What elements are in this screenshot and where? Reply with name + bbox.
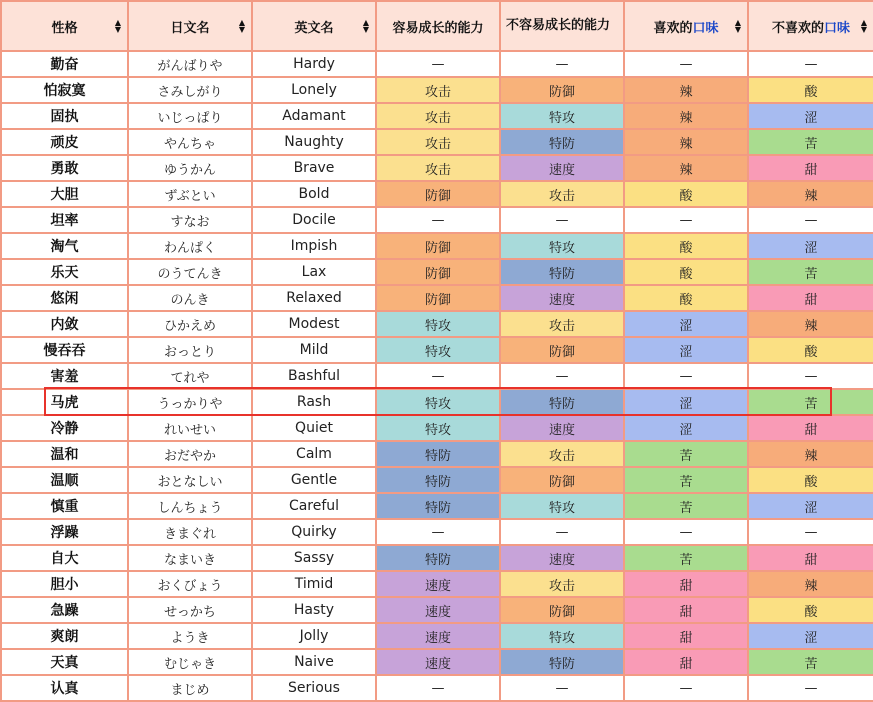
- disliked-flavor-cell: 甜: [748, 545, 873, 571]
- column-header-english[interactable]: [252, 1, 376, 51]
- liked-flavor-cell: 辣: [624, 129, 748, 155]
- liked-flavor-cell: 甜: [624, 649, 748, 675]
- decreased-stat-cell: 特防: [500, 389, 624, 415]
- nature-name-cell: 怕寂寞: [1, 77, 128, 103]
- disliked-flavor-cell: 酸: [748, 337, 873, 363]
- decreased-stat-cell: 特攻: [500, 493, 624, 519]
- nature-name-cell: 勇敢: [1, 155, 128, 181]
- nature-name-cell: 内敛: [1, 311, 128, 337]
- increased-stat-cell: 特攻: [376, 311, 500, 337]
- english-name-cell: Hasty: [252, 597, 376, 623]
- liked-flavor-cell: —: [624, 207, 748, 233]
- japanese-name-cell: せっかち: [128, 597, 252, 623]
- nature-name-cell: 温和: [1, 441, 128, 467]
- disliked-flavor-cell: 苦: [748, 259, 873, 285]
- disliked-flavor-cell: 涩: [748, 233, 873, 259]
- disliked-flavor-cell: 苦: [748, 389, 873, 415]
- increased-stat-cell: 防御: [376, 181, 500, 207]
- decreased-stat-cell: 防御: [500, 597, 624, 623]
- increased-stat-cell: 特防: [376, 441, 500, 467]
- table-row: [1, 441, 873, 467]
- table-row: [1, 103, 873, 129]
- increased-stat-cell: 攻击: [376, 129, 500, 155]
- table-body: [1, 51, 873, 701]
- japanese-name-cell: おとなしい: [128, 467, 252, 493]
- table-row: [1, 233, 873, 259]
- japanese-name-cell: しんちょう: [128, 493, 252, 519]
- column-header-disliked-flavor[interactable]: [748, 1, 873, 51]
- english-name-cell: Rash: [252, 389, 376, 415]
- english-name-cell: Quiet: [252, 415, 376, 441]
- increased-stat-cell: 速度: [376, 571, 500, 597]
- sort-icon[interactable]: ▲ ▼: [114, 18, 121, 34]
- english-name-cell: Naive: [252, 649, 376, 675]
- increased-stat-cell: 特防: [376, 545, 500, 571]
- table-row: [1, 129, 873, 155]
- liked-flavor-cell: —: [624, 363, 748, 389]
- liked-flavor-cell: 酸: [624, 285, 748, 311]
- table-row: [1, 571, 873, 597]
- increased-stat-cell: 特攻: [376, 389, 500, 415]
- decreased-stat-cell: —: [500, 51, 624, 77]
- nature-name-cell: 悠闲: [1, 285, 128, 311]
- table-row: [1, 181, 873, 207]
- table-row: [1, 545, 873, 571]
- decreased-stat-cell: —: [500, 207, 624, 233]
- japanese-name-cell: れいせい: [128, 415, 252, 441]
- decreased-stat-cell: 特防: [500, 129, 624, 155]
- increased-stat-cell: 特防: [376, 467, 500, 493]
- english-name-cell: Docile: [252, 207, 376, 233]
- liked-flavor-cell: 甜: [624, 597, 748, 623]
- japanese-name-cell: いじっぱり: [128, 103, 252, 129]
- flavor-link[interactable]: 口味: [692, 20, 719, 36]
- nature-name-cell: 害羞: [1, 363, 128, 389]
- header-label: 性格: [51, 20, 78, 36]
- table-row: [1, 623, 873, 649]
- table-row: [1, 415, 873, 441]
- disliked-flavor-cell: 涩: [748, 103, 873, 129]
- liked-flavor-cell: 涩: [624, 311, 748, 337]
- nature-name-cell: 天真: [1, 649, 128, 675]
- decreased-stat-cell: 攻击: [500, 441, 624, 467]
- liked-flavor-cell: 酸: [624, 259, 748, 285]
- increased-stat-cell: 防御: [376, 233, 500, 259]
- japanese-name-cell: まじめ: [128, 675, 252, 701]
- english-name-cell: Relaxed: [252, 285, 376, 311]
- flavor-link[interactable]: 口味: [824, 20, 851, 36]
- decreased-stat-cell: 速度: [500, 545, 624, 571]
- liked-flavor-cell: 涩: [624, 337, 748, 363]
- liked-flavor-cell: 苦: [624, 441, 748, 467]
- english-name-cell: Impish: [252, 233, 376, 259]
- increased-stat-cell: —: [376, 363, 500, 389]
- japanese-name-cell: おだやか: [128, 441, 252, 467]
- table-row: [1, 467, 873, 493]
- increased-stat-cell: 特防: [376, 493, 500, 519]
- table-row: [1, 675, 873, 701]
- disliked-flavor-cell: 涩: [748, 493, 873, 519]
- table-row: [1, 363, 873, 389]
- japanese-name-cell: きまぐれ: [128, 519, 252, 545]
- disliked-flavor-cell: 辣: [748, 181, 873, 207]
- japanese-name-cell: のんき: [128, 285, 252, 311]
- increased-stat-cell: 防御: [376, 285, 500, 311]
- increased-stat-cell: 特攻: [376, 337, 500, 363]
- liked-flavor-cell: 酸: [624, 181, 748, 207]
- nature-name-cell: 急躁: [1, 597, 128, 623]
- disliked-flavor-cell: —: [748, 519, 873, 545]
- disliked-flavor-cell: 甜: [748, 285, 873, 311]
- english-name-cell: Calm: [252, 441, 376, 467]
- table-row: [1, 389, 873, 415]
- japanese-name-cell: のうてんき: [128, 259, 252, 285]
- liked-flavor-cell: 涩: [624, 389, 748, 415]
- column-header-decreased-stat[interactable]: [500, 1, 624, 51]
- english-name-cell: Naughty: [252, 129, 376, 155]
- decreased-stat-cell: —: [500, 675, 624, 701]
- sort-icon[interactable]: ▲ ▼: [362, 18, 369, 34]
- disliked-flavor-cell: —: [748, 51, 873, 77]
- nature-name-cell: 勤奋: [1, 51, 128, 77]
- header-label-prefix: 喜欢的: [653, 20, 693, 36]
- header-label: 英文名: [294, 20, 334, 36]
- liked-flavor-cell: 甜: [624, 623, 748, 649]
- nature-name-cell: 温顺: [1, 467, 128, 493]
- japanese-name-cell: むじゃき: [128, 649, 252, 675]
- disliked-flavor-cell: —: [748, 675, 873, 701]
- japanese-name-cell: てれや: [128, 363, 252, 389]
- nature-name-cell: 冷静: [1, 415, 128, 441]
- nature-name-cell: 淘气: [1, 233, 128, 259]
- english-name-cell: Adamant: [252, 103, 376, 129]
- disliked-flavor-cell: 甜: [748, 415, 873, 441]
- nature-name-cell: 马虎: [1, 389, 128, 415]
- decreased-stat-cell: 攻击: [500, 181, 624, 207]
- column-header-japanese[interactable]: [128, 1, 252, 51]
- japanese-name-cell: さみしがり: [128, 77, 252, 103]
- decreased-stat-cell: 攻击: [500, 311, 624, 337]
- disliked-flavor-cell: —: [748, 363, 873, 389]
- nature-name-cell: 顽皮: [1, 129, 128, 155]
- liked-flavor-cell: 苦: [624, 467, 748, 493]
- table-row: [1, 77, 873, 103]
- english-name-cell: Modest: [252, 311, 376, 337]
- decreased-stat-cell: 特防: [500, 649, 624, 675]
- nature-name-cell: 坦率: [1, 207, 128, 233]
- increased-stat-cell: —: [376, 675, 500, 701]
- english-name-cell: Jolly: [252, 623, 376, 649]
- column-header-liked-flavor[interactable]: [624, 1, 748, 51]
- header-label: 容易成长的能力: [392, 20, 484, 36]
- disliked-flavor-cell: 酸: [748, 467, 873, 493]
- english-name-cell: Lonely: [252, 77, 376, 103]
- decreased-stat-cell: —: [500, 363, 624, 389]
- increased-stat-cell: 攻击: [376, 77, 500, 103]
- decreased-stat-cell: 防御: [500, 467, 624, 493]
- increased-stat-cell: 速度: [376, 649, 500, 675]
- japanese-name-cell: うっかりや: [128, 389, 252, 415]
- liked-flavor-cell: 甜: [624, 571, 748, 597]
- liked-flavor-cell: 酸: [624, 233, 748, 259]
- decreased-stat-cell: 特攻: [500, 233, 624, 259]
- nature-name-cell: 乐天: [1, 259, 128, 285]
- liked-flavor-cell: —: [624, 51, 748, 77]
- decreased-stat-cell: —: [500, 519, 624, 545]
- table-row: [1, 493, 873, 519]
- increased-stat-cell: 特攻: [376, 415, 500, 441]
- decreased-stat-cell: 特攻: [500, 623, 624, 649]
- table-row: [1, 285, 873, 311]
- disliked-flavor-cell: 甜: [748, 155, 873, 181]
- increased-stat-cell: —: [376, 519, 500, 545]
- liked-flavor-cell: 苦: [624, 545, 748, 571]
- decreased-stat-cell: 防御: [500, 337, 624, 363]
- sort-icon[interactable]: ▲ ▼: [860, 18, 867, 34]
- sort-icon[interactable]: ▲ ▼: [734, 18, 741, 34]
- table-row: [1, 155, 873, 181]
- japanese-name-cell: がんばりや: [128, 51, 252, 77]
- nature-name-cell: 慢吞吞: [1, 337, 128, 363]
- japanese-name-cell: おっとり: [128, 337, 252, 363]
- japanese-name-cell: おくびょう: [128, 571, 252, 597]
- english-name-cell: Bashful: [252, 363, 376, 389]
- english-name-cell: Timid: [252, 571, 376, 597]
- header-label-prefix: 不喜欢的: [771, 20, 824, 36]
- header-label: 不容易成长的能力: [505, 18, 610, 33]
- english-name-cell: Brave: [252, 155, 376, 181]
- decreased-stat-cell: 速度: [500, 415, 624, 441]
- english-name-cell: Hardy: [252, 51, 376, 77]
- japanese-name-cell: ゆうかん: [128, 155, 252, 181]
- japanese-name-cell: ずぶとい: [128, 181, 252, 207]
- liked-flavor-cell: 辣: [624, 103, 748, 129]
- liked-flavor-cell: —: [624, 675, 748, 701]
- disliked-flavor-cell: —: [748, 207, 873, 233]
- english-name-cell: Serious: [252, 675, 376, 701]
- table-row: [1, 51, 873, 77]
- english-name-cell: Careful: [252, 493, 376, 519]
- japanese-name-cell: ようき: [128, 623, 252, 649]
- nature-name-cell: 胆小: [1, 571, 128, 597]
- nature-name-cell: 自大: [1, 545, 128, 571]
- liked-flavor-cell: 辣: [624, 155, 748, 181]
- disliked-flavor-cell: 苦: [748, 649, 873, 675]
- japanese-name-cell: すなお: [128, 207, 252, 233]
- japanese-name-cell: なまいき: [128, 545, 252, 571]
- japanese-name-cell: ひかえめ: [128, 311, 252, 337]
- increased-stat-cell: —: [376, 51, 500, 77]
- english-name-cell: Mild: [252, 337, 376, 363]
- english-name-cell: Lax: [252, 259, 376, 285]
- table-row: [1, 311, 873, 337]
- disliked-flavor-cell: 苦: [748, 129, 873, 155]
- table-row: [1, 597, 873, 623]
- japanese-name-cell: やんちゃ: [128, 129, 252, 155]
- table-row: [1, 337, 873, 363]
- decreased-stat-cell: 速度: [500, 285, 624, 311]
- decreased-stat-cell: 攻击: [500, 571, 624, 597]
- increased-stat-cell: 速度: [376, 623, 500, 649]
- english-name-cell: Gentle: [252, 467, 376, 493]
- english-name-cell: Bold: [252, 181, 376, 207]
- disliked-flavor-cell: 辣: [748, 311, 873, 337]
- table-row: [1, 259, 873, 285]
- liked-flavor-cell: 苦: [624, 493, 748, 519]
- nature-name-cell: 慎重: [1, 493, 128, 519]
- disliked-flavor-cell: 涩: [748, 623, 873, 649]
- liked-flavor-cell: 涩: [624, 415, 748, 441]
- decreased-stat-cell: 速度: [500, 155, 624, 181]
- sort-icon[interactable]: ▲ ▼: [238, 18, 245, 34]
- column-header-nature[interactable]: [1, 1, 128, 51]
- increased-stat-cell: 防御: [376, 259, 500, 285]
- nature-name-cell: 浮躁: [1, 519, 128, 545]
- header-label: 日文名: [170, 20, 210, 36]
- liked-flavor-cell: 辣: [624, 77, 748, 103]
- column-header-increased-stat[interactable]: [376, 1, 500, 51]
- nature-name-cell: 大胆: [1, 181, 128, 207]
- table-row: [1, 519, 873, 545]
- table-row: [1, 649, 873, 675]
- increased-stat-cell: 攻击: [376, 155, 500, 181]
- liked-flavor-cell: —: [624, 519, 748, 545]
- japanese-name-cell: わんぱく: [128, 233, 252, 259]
- header-row: [1, 1, 873, 51]
- nature-name-cell: 爽朗: [1, 623, 128, 649]
- decreased-stat-cell: 防御: [500, 77, 624, 103]
- increased-stat-cell: —: [376, 207, 500, 233]
- english-name-cell: Sassy: [252, 545, 376, 571]
- disliked-flavor-cell: 辣: [748, 441, 873, 467]
- nature-name-cell: 认真: [1, 675, 128, 701]
- disliked-flavor-cell: 酸: [748, 77, 873, 103]
- decreased-stat-cell: 特防: [500, 259, 624, 285]
- nature-name-cell: 固执: [1, 103, 128, 129]
- disliked-flavor-cell: 酸: [748, 597, 873, 623]
- increased-stat-cell: 速度: [376, 597, 500, 623]
- decreased-stat-cell: 特攻: [500, 103, 624, 129]
- disliked-flavor-cell: 辣: [748, 571, 873, 597]
- english-name-cell: Quirky: [252, 519, 376, 545]
- table-row: [1, 207, 873, 233]
- increased-stat-cell: 攻击: [376, 103, 500, 129]
